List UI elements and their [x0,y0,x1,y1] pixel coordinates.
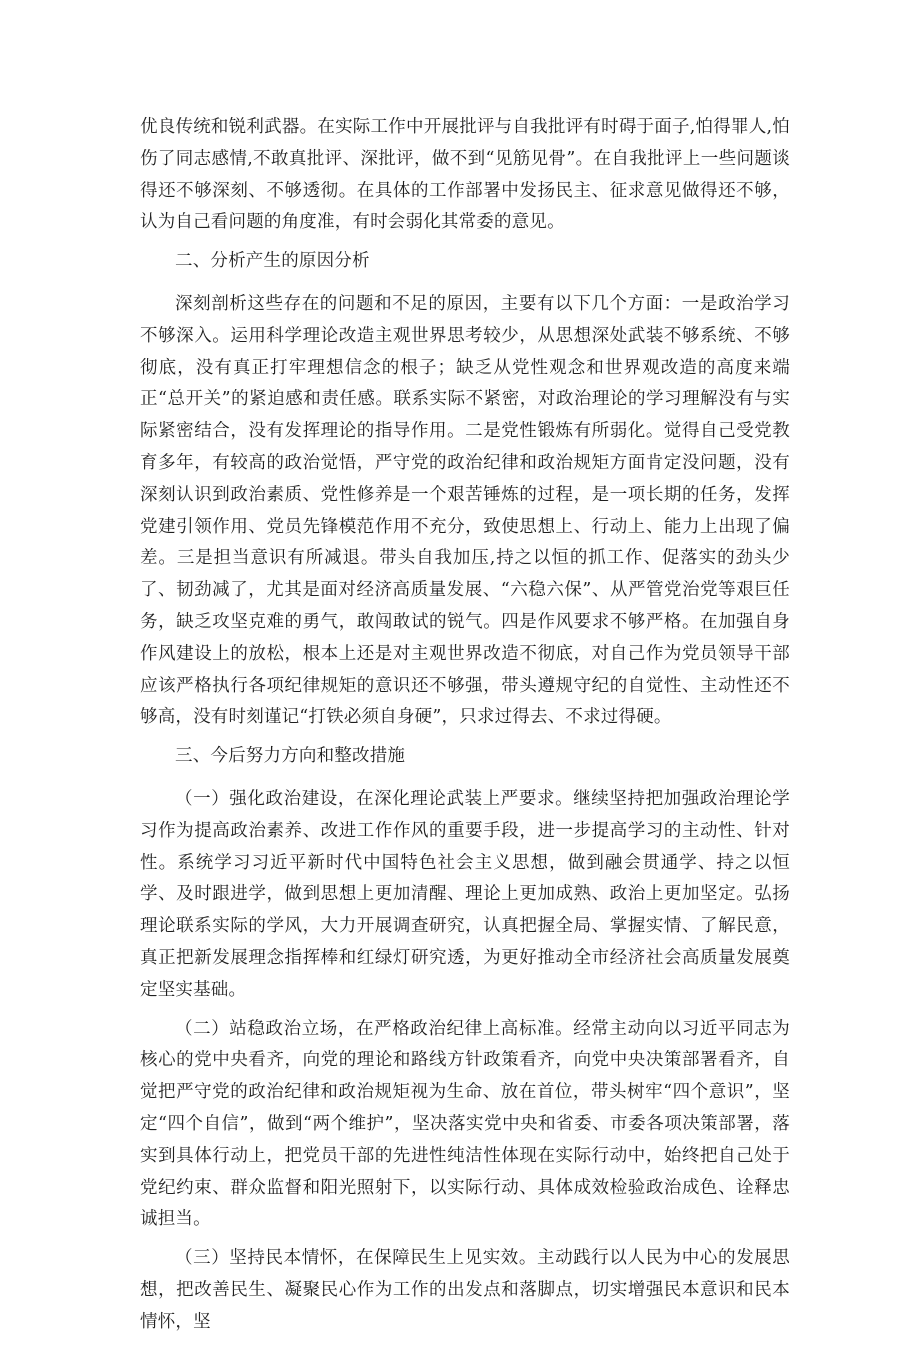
section-heading-2: 二、分析产生的原因分析 [175,251,370,272]
paragraph-measure-3: （三）坚持民本情怀，在保障民生上见实效。主动践行以人民为中心的发展思想，把改善民生、凝聚民心作为工作的出发点和落脚点，切实增强民本意识和民本情怀，坚 [140,1248,790,1332]
section-heading-3: 三、今后努力方向和整改措施 [175,746,406,767]
paragraph-measure-1: （一）强化政治建设，在深化理论武装上严要求。继续坚持把加强政治理论学习作为提高政治素养、改进工作作风的重要手段，进一步提高学习的主动性、针对性。系统学习习近平新时代中国特色社会主义思想，做到融会贯通学、持之以恒学、及时跟进学，做到思想上更加清醒、理论上更加成熟、政治上更加坚定。弘扬理论联系实际的学风，大力开展调查研究，认真把握全局、掌握实情、了解民意，真正把新发展理念指挥棒和红绿灯研究透，为更好推动全市经济社会高质量发展奠定坚实基础。 [140,788,790,1000]
document-body [140,112,790,1345]
paragraph-continuation: 优良传统和锐利武器。在实际工作中开展批评与自我批评有时碍于面子,怕得罪人,怕伤了同志感情,不敢真批评、深批评，做不到“见筋见骨”。在自我批评上一些问题谈得还不够深刻、不够透彻。在具体的工作部署中发扬民主、征求意见做得还不够，认为自己看问题的角度准，有时会弱化其常委的意见。 [140,117,790,233]
paragraph-cause-analysis: 深刻剖析这些存在的问题和不足的原因，主要有以下几个方面：一是政治学习不够深入。运用科学理论改造主观世界思考较少，从思想深处武装不够系统、不够彻底，没有真正打牢理想信念的根子；缺乏从党性观念和世界观改造的高度来端正“总开关”的紧迫感和责任感。联系实际不紧密，对政治理论的学习理解没有与实际紧密结合，没有发挥理论的指导作用。二是党性锻炼有所弱化。觉得自己受党教育多年，有较高的政治觉悟，严守党的政治纪律和政治规矩方面肯定没问题，没有深刻认识到政治素质、党性修养是一个艰苦锤炼的过程，是一项长期的任务，发挥党建引领作用、党员先锋模范作用不充分，致使思想上、行动上、能力上出现了偏差。三是担当意识有所减退。带头自我加压,持之以恒的抓工作、促落实的劲头少了、韧劲减了，尤其是面对经济高质量发展、“六稳六保”、从严管党治党等艰巨任务，缺乏攻坚克难的勇气，敢闯敢试的锐气。四是作风要求不够严格。在加强自身作风建设上的放松，根本上还是对主观世界改造不彻底，对自己作为党员领导干部应该严格执行各项纪律规矩的意识还不够强，带头遵规守纪的自觉性、主动性还不够高，没有时刻谨记“打铁必须自身硬”，只求过得去、不求过得硬。 [140,293,790,728]
paragraph-measure-2: （二）站稳政治立场，在严格政治纪律上高标准。经常主动向以习近平同志为核心的党中央看齐，向党的理论和路线方针政策看齐，向党中央决策部署看齐，自觉把严守党的政治纪律和政治规矩视为生命、放在首位，带头树牢“四个意识”，坚定“四个自信”，做到“两个维护”，坚决落实党中央和省委、市委各项决策部署，落实到具体行动上，把党员干部的先进性纯洁性体现在实际行动中，始终把自己处于党纪约束、群众监督和阳光照射下，以实际行动、具体成效检验政治成色、诠释忠诚担当。 [140,1018,790,1230]
